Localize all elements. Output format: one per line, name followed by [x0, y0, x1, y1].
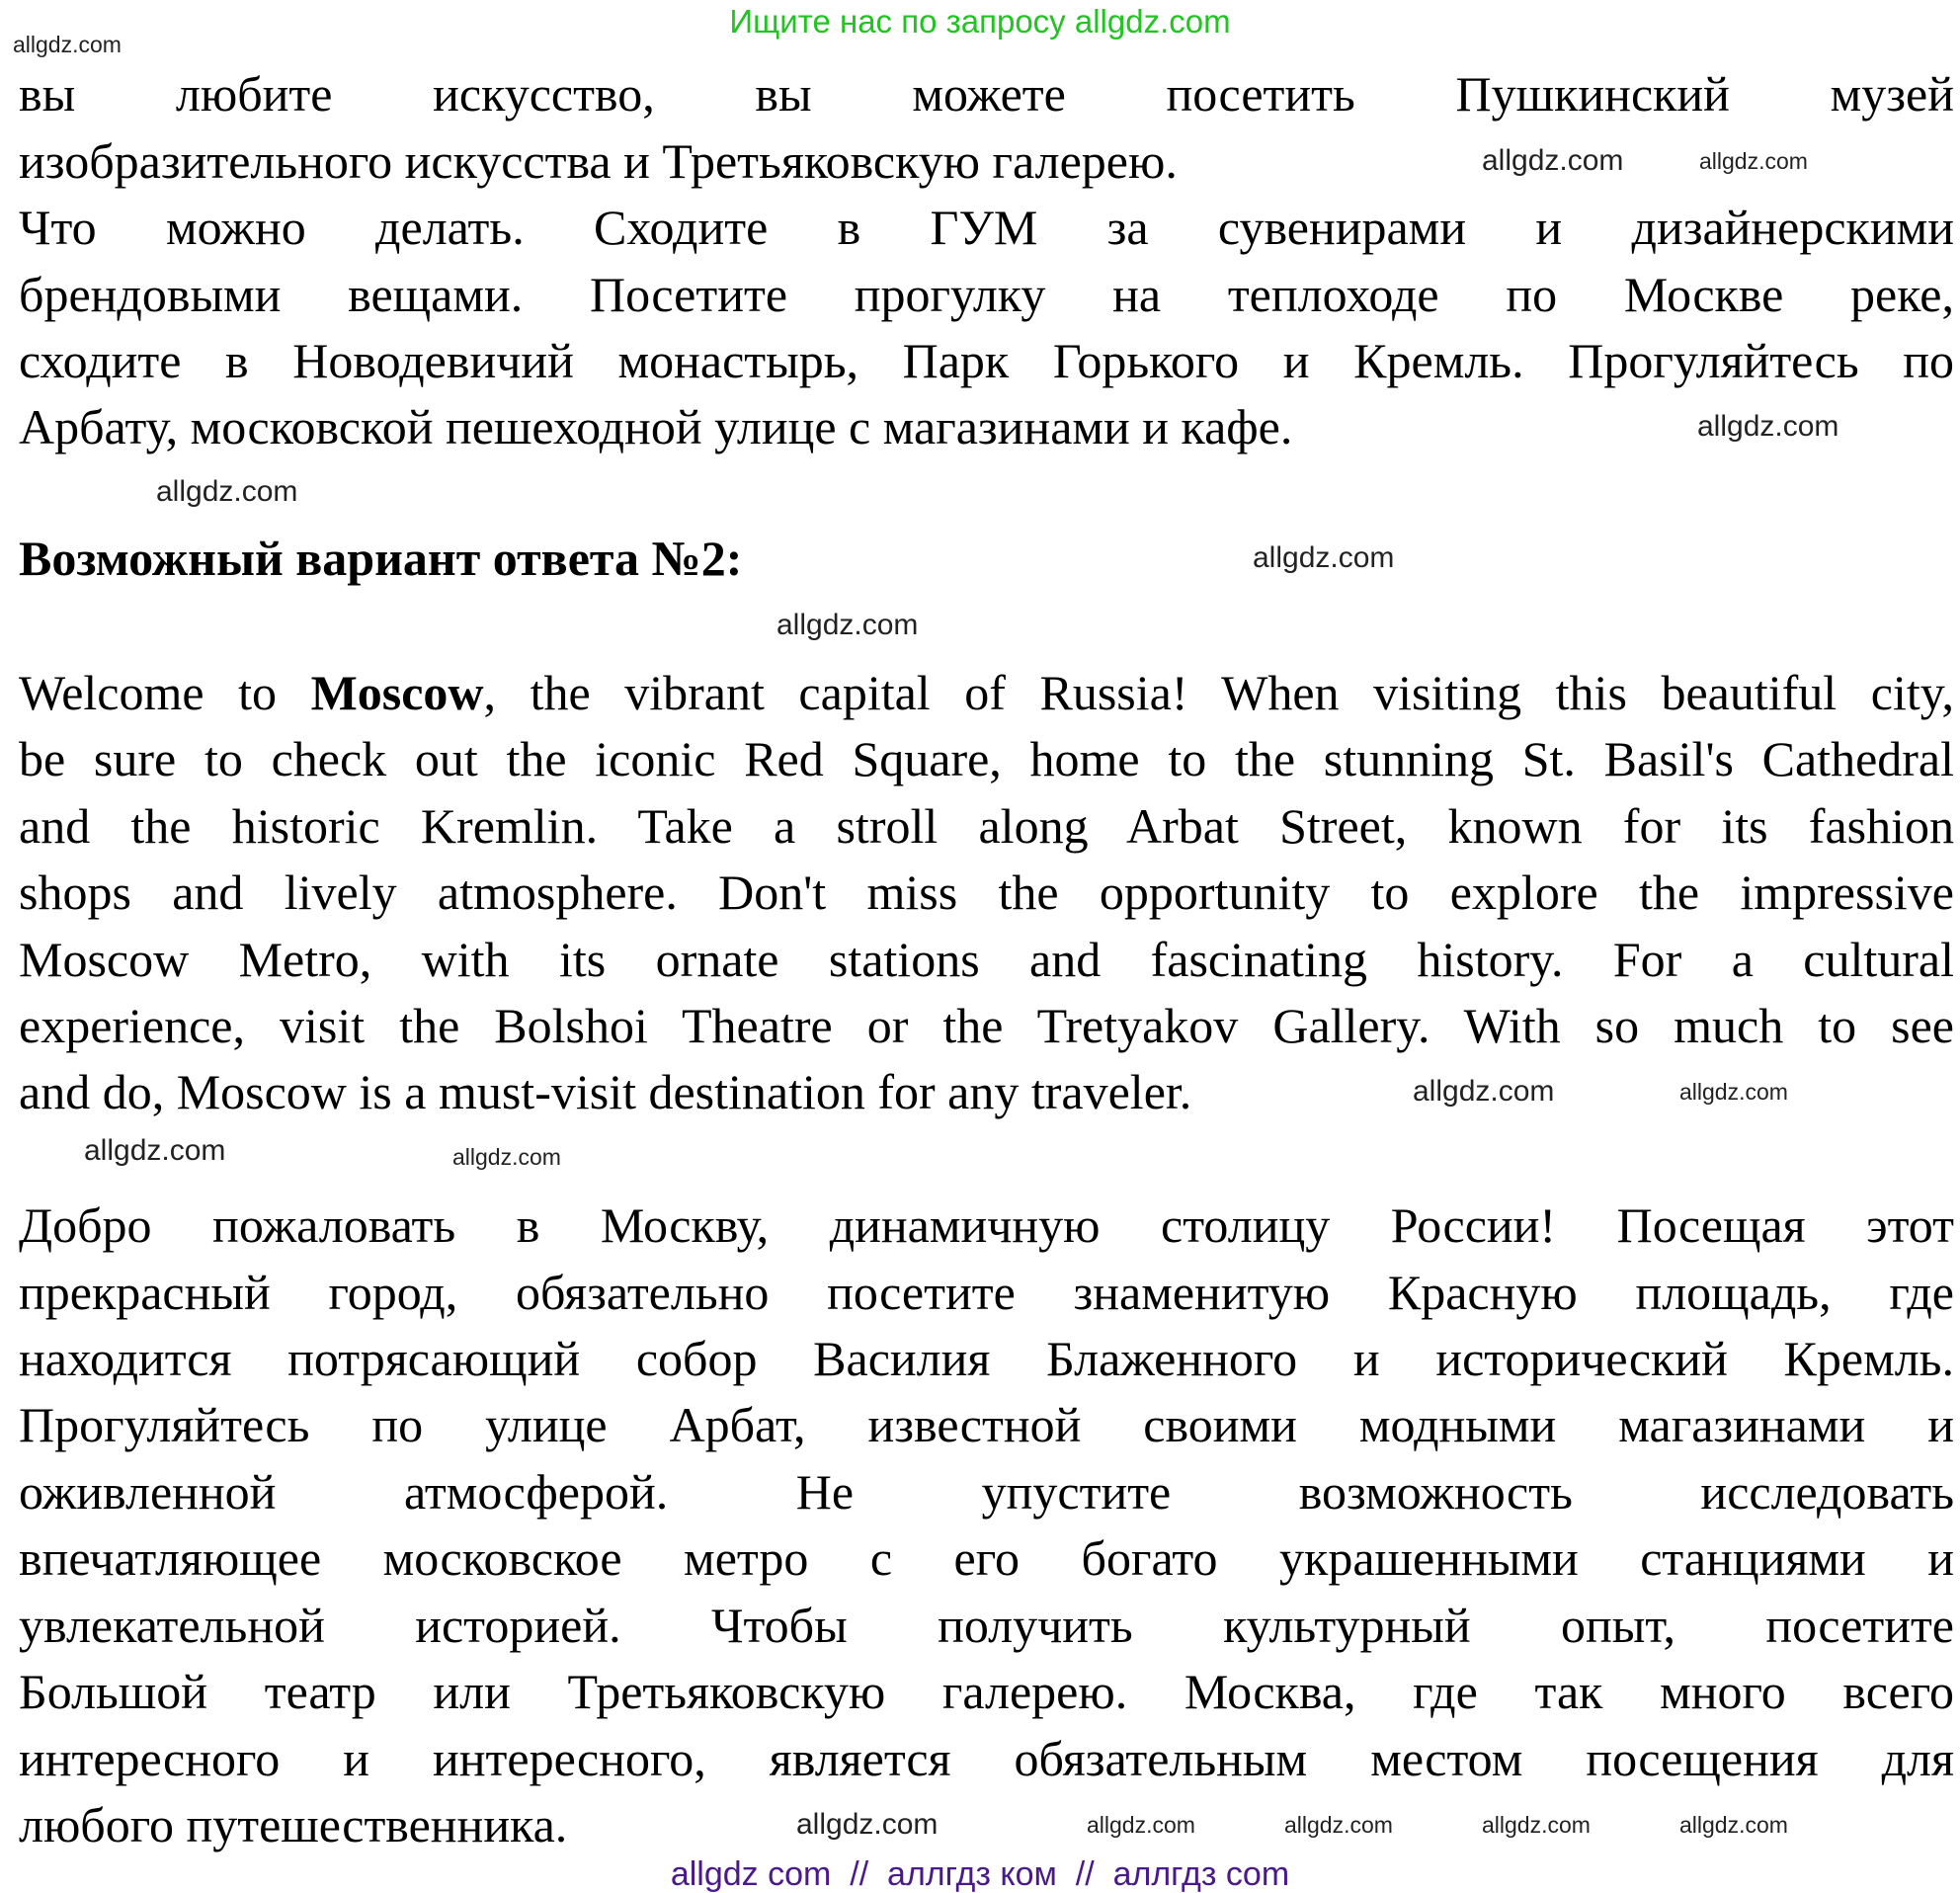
watermark-text: allgdz.com	[1253, 541, 1395, 574]
watermark-text: allgdz.com	[1413, 1075, 1555, 1108]
text-line: Прогуляйтесь по улице Арбат, известной своими модными магазинами и	[19, 1396, 1954, 1452]
text-line: and the historic Kremlin. Take a stroll along Arbat Street, known for its fashion	[19, 797, 1954, 854]
watermark-text: allgdz.com	[1482, 144, 1624, 177]
text-line: be sure to check out the iconic Red Square, home to the stunning St. Basil's Cathedral	[19, 730, 1954, 786]
text-line: Большой театр или Третьяковскую галерею. Москва, где так много всего	[19, 1663, 1954, 1719]
text-line: находится потрясающий собор Василия Блаженного и исторический Кремль.	[19, 1330, 1954, 1386]
watermark-text: allgdz.com	[776, 609, 919, 641]
top-banner: Ищите нас по запросу allgdz.com	[729, 3, 1231, 40]
watermark-text: allgdz.com	[1699, 148, 1808, 174]
text-line: прекрасный город, обязательно посетите знаменитую Красную площадь, где	[19, 1264, 1954, 1320]
text-line: Moscow Metro, with its ornate stations and fascinating history. For a cultural	[19, 931, 1954, 987]
text-line: Что можно делать. Сходите в ГУМ за сувенирами и дизайнерскими	[19, 199, 1954, 255]
watermark-text: allgdz.com	[796, 1808, 939, 1841]
watermark-text: allgdz.com	[84, 1134, 226, 1167]
text-segment: Welcome to	[19, 664, 311, 720]
text-line: интересного и интересного, является обязательным местом посещения для	[19, 1730, 1954, 1786]
text-line: оживленной атмосферой. Не упустите возможность исследовать	[19, 1463, 1954, 1520]
text-line: Арбату, московской пешеходной улице с магазинами и кафе.	[19, 398, 1293, 454]
text-line: shops and lively atmosphere. Don't miss the opportunity to explore the impressive	[19, 864, 1954, 920]
watermark-text: allgdz.com	[1679, 1079, 1788, 1105]
text-line: сходите в Новодевичий монастырь, Парк Горького и Кремль. Прогуляйтесь по	[19, 332, 1954, 388]
watermark-text: allgdz.com	[1087, 1812, 1195, 1838]
text-line: Добро пожаловать в Москву, динамичную столицу России! Посещая этот	[19, 1196, 1954, 1253]
text-line: вы любите искусство, вы можете посетить Пушкинский музей	[19, 65, 1954, 122]
footer-watermark: allgdz com // аллгдз ком // аллгдз com	[670, 1855, 1290, 1893]
text-line: увлекательной историей. Чтобы получить культурный опыт, посетите	[19, 1597, 1954, 1653]
text-line	[19, 660, 1954, 726]
watermark-text: allgdz.com	[1697, 410, 1839, 443]
text-line: изобразительного искусства и Третьяковскую галерею.	[19, 132, 1178, 189]
watermark-text: allgdz.com	[1679, 1812, 1788, 1838]
bold-term: Moscow	[310, 664, 484, 720]
watermark-text: allgdz.com	[452, 1144, 561, 1170]
text-segment: , the vibrant capital of Russia! When visiting this beautiful city,	[483, 664, 1954, 720]
watermark-text: allgdz.com	[156, 475, 298, 508]
text-line: experience, visit the Bolshoi Theatre or the Tretyakov Gallery. With so much to see	[19, 997, 1954, 1053]
watermark-text: allgdz.com	[13, 32, 122, 57]
text-line: впечатляющее московское метро с его богато украшенными станциями и	[19, 1529, 1954, 1586]
watermark-text: allgdz.com	[1482, 1812, 1591, 1838]
answer-heading: Возможный вариант ответа №2:	[19, 531, 743, 586]
text-line: брендовыми вещами. Посетите прогулку на теплоходе по Москве реке,	[19, 266, 1954, 322]
watermark-text: allgdz.com	[1284, 1812, 1393, 1838]
text-line: любого путешественника.	[19, 1796, 568, 1852]
text-line: and do, Moscow is a must-visit destination for any traveler.	[19, 1063, 1192, 1119]
